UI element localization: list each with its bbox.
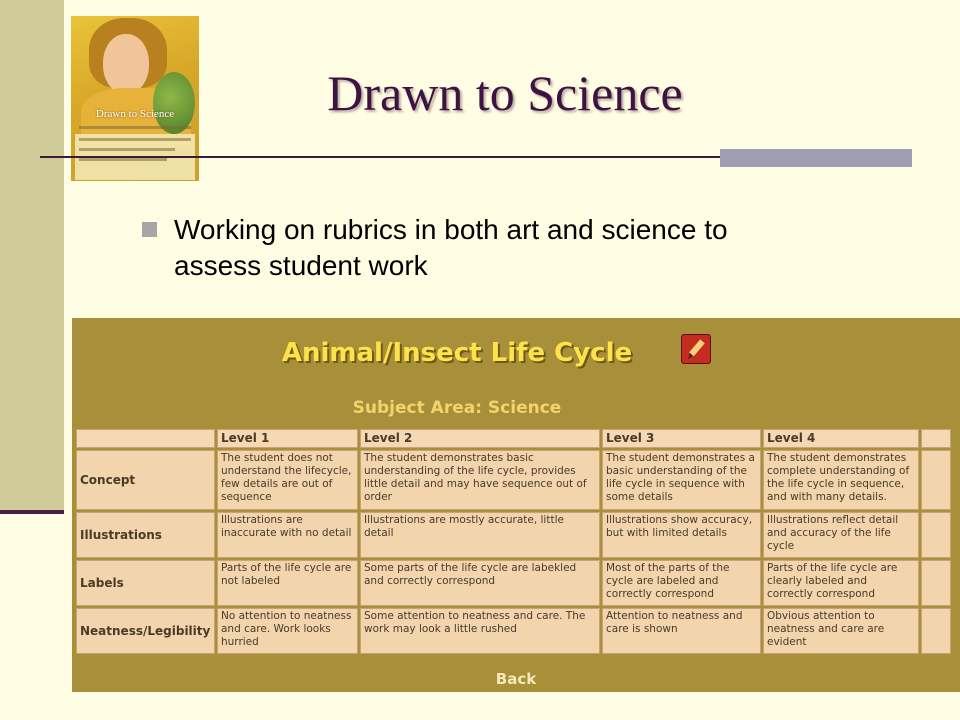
table-cell <box>921 608 951 654</box>
book-cover-title: Drawn to Science <box>95 108 175 120</box>
rubric-table <box>74 427 953 656</box>
table-cell: Obvious attention to neatness and care are evident <box>763 608 919 654</box>
table-cell: Illustrations reflect detail and accuracy of the life cycle <box>763 512 919 558</box>
table-row <box>76 560 951 606</box>
header-cell: Level 2 <box>360 429 600 448</box>
table-cell: The student demonstrates a basic understanding of the life cycle in sequence with some details <box>602 450 761 510</box>
table-cell: Some attention to neatness and care. The work may look a little rushed <box>360 608 600 654</box>
title-accent-bar <box>720 149 912 167</box>
table-cell: The student demonstrates complete understanding of the life cycle in sequence, and with many details. <box>763 450 919 510</box>
table-row <box>76 608 951 654</box>
table-cell: The student demonstrates basic understanding of the life cycle, provides little detail and may have sequence out of order <box>360 450 600 510</box>
table-cell <box>921 560 951 606</box>
table-cell: The student does not understand the lifecycle, few details are out of sequence <box>217 450 358 510</box>
table-cell: Parts of the life cycle are not labeled <box>217 560 358 606</box>
table-cell: Illustrations are inaccurate with no detail <box>217 512 358 558</box>
back-button[interactable]: Back <box>495 670 537 688</box>
header-cell: Level 3 <box>602 429 761 448</box>
side-band <box>0 0 64 512</box>
slide-title: Drawn to Science <box>327 65 683 121</box>
table-cell: Attention to neatness and care is shown <box>602 608 761 654</box>
header-cell: Level 1 <box>217 429 358 448</box>
row-label: Labels <box>76 560 215 606</box>
table-cell: Most of the parts of the cycle are labeled and correctly correspond <box>602 560 761 606</box>
rubric-subtitle: Subject Area: Science <box>352 398 562 418</box>
header-cell <box>921 429 951 448</box>
table-row <box>76 512 951 558</box>
side-band-rule <box>0 510 64 514</box>
rubric-title: Animal/Insect Life Cycle <box>281 338 633 368</box>
table-cell: No attention to neatness and care. Work looks hurried <box>217 608 358 654</box>
bullet-text: Working on rubrics in both art and science to assess student work <box>174 214 728 281</box>
table-cell: Illustrations are mostly accurate, little detail <box>360 512 600 558</box>
rubric-screenshot <box>72 318 960 692</box>
row-label: Neatness/Legibility <box>76 608 215 654</box>
bullet-square-icon <box>142 222 157 237</box>
table-header-row <box>76 429 951 448</box>
table-cell <box>921 450 951 510</box>
table-cell <box>921 512 951 558</box>
row-label: Illustrations <box>76 512 215 558</box>
row-label: Concept <box>76 450 215 510</box>
pencil-icon[interactable] <box>681 334 711 364</box>
table-cell: Illustrations show accuracy, but with limited details <box>602 512 761 558</box>
table-row <box>76 450 951 510</box>
header-cell <box>76 429 215 448</box>
table-cell: Some parts of the life cycle are labekled and correctly correspond <box>360 560 600 606</box>
table-cell: Parts of the life cycle are clearly labeled and correctly correspond <box>763 560 919 606</box>
header-cell: Level 4 <box>763 429 919 448</box>
